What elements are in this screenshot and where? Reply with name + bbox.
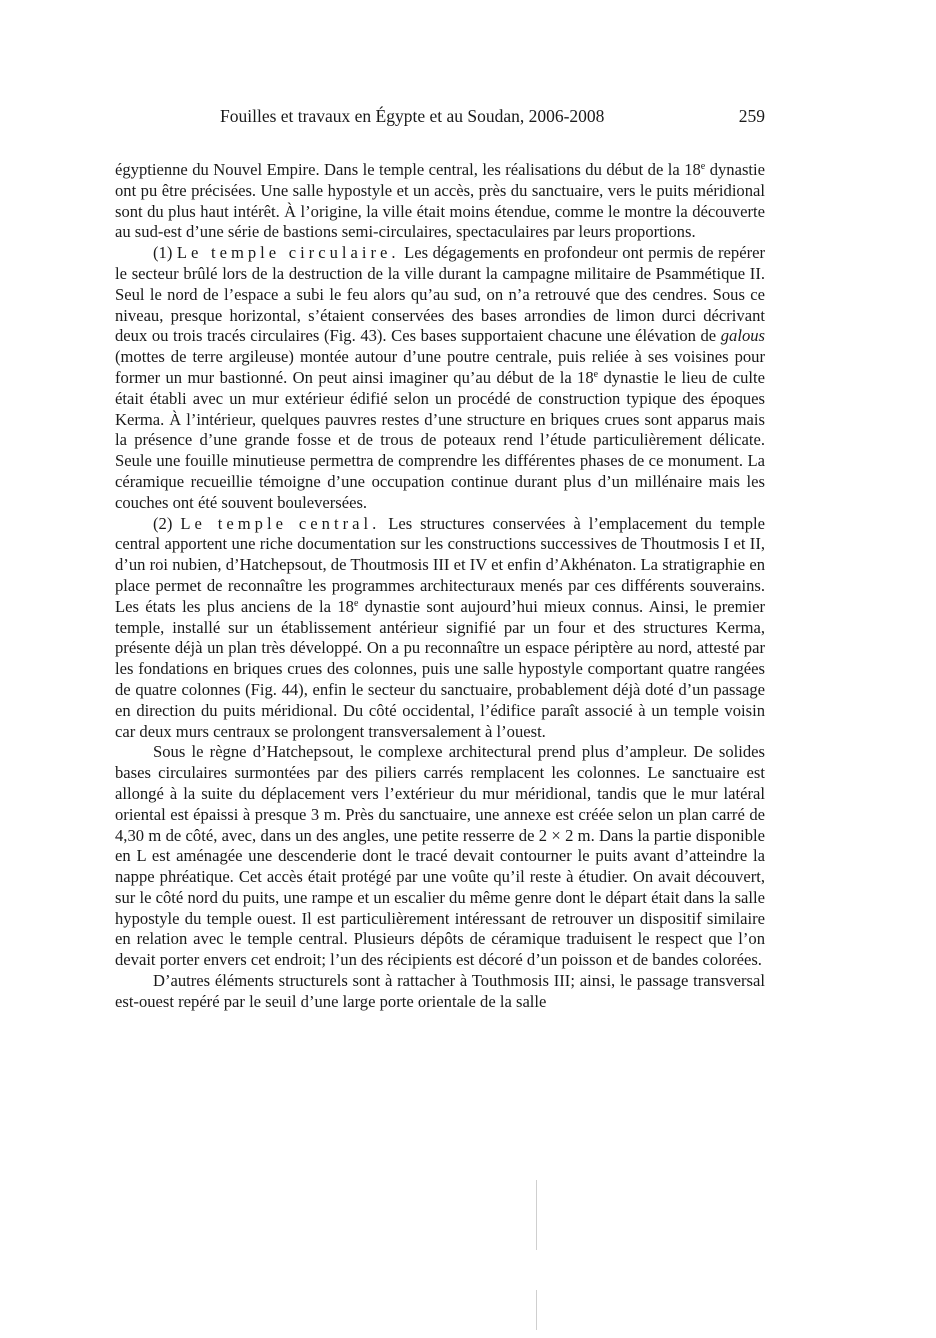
section-number: (1) — [153, 243, 177, 263]
paragraph-1: égyptienne du Nouvel Empire. Dans le temple central, les réalisations du début de la 18e dynastie ont pu être précisées. Une salle hypostyle et un accès, près du sanctuaire, vers le puits méridional sont du plus haut intérêt. À l’origine, la ville était moins étendue, comme le montre la découverte au sud-est d’une série de bastions semi-circulaires, spectaculaires par leurs proportions. — [115, 160, 766, 242]
paragraph-hatchepsout: Sous le règne d’Hatchepsout, le complexe architectural prend plus d’ampleur. De solides bases circulaires surmontées par des piliers carrés remplacent les colonnes. Le sanctuaire est allongé à la suite du déplacement vers l’extérieur du mur méridional, tandis que le mur latéral oriental est épaissi à presque 3 m. Près du sanctuaire, une annexe est créée selon un plan carré de 4,30 m de côté, avec, dans un des angles, une petite resserre de 2 × 2 m. Dans la partie disponible en L est aménagée une descenderie dont le tracé devait contourner le puits avant d’atteindre la nappe phréatique. Cet accès était protégé par une voûte qu’il reste à étudier. On avait découvert, sur le côté nord du puits, une rampe et un escalier du même genre dont le départ était dans la salle hypostyle du temple ouest. Il est particulièrement intéressant de retrouver un dispositif similaire en relation avec le temple central. Plusieurs dépôts de céramique traduisent le respect que l’on devait porter envers cet endroit; l’un des récipients est décoré d’un poisson et de bandes colorées. — [115, 742, 765, 970]
section-title-temple-central: Le temple central. — [180, 513, 381, 533]
section-number: (2) — [153, 513, 181, 533]
body-text — [115, 160, 765, 1013]
section-title-temple-circulaire: Le temple circulaire. — [176, 243, 400, 263]
page-number: 259 — [738, 106, 765, 126]
paragraph-temple-circulaire: (1) Le temple circulaire. Les dégagements en profondeur ont permis de repérer le secteur brûlé lors de la destruction de la ville durant la campagne militaire de Psammétique II. Seul le nord de l’espace a subi le feu alors qu’au sud, on n’a retrouvé que des cendres. Sous ce niveau, presque horizontal, s’étaient conservées des bases arrondies de limon durci décrivant deux ou trois tracés circulaires (Fig. 43). Ces bases supportaient chacune une élévation de galous (mottes de terre argileuse) montée autour d’une poutre centrale, puis reliée à ses voisines pour former un mur bastionné. On peut ainsi imaginer qu’au début de la 18e dynastie le lieu de culte était établi avec un mur extérieur édifié selon un procédé de construction typique des époques Kerma. À l’intérieur, quelques pauvres restes d’une structure en briques crues sont apparus mais la présence d’une grande fosse et de trous de poteaux rend l’étude particulièrement délicate. Seule une fouille minutieuse permettra de comprendre les différentes phases de ce monument. La céramique recueillie témoigne d’une occupation continue durant plus d’un millénaire mais les couches ont été souvent bouleversées. — [115, 243, 766, 512]
scan-artifact-line — [536, 1290, 537, 1330]
running-title: Fouilles et travaux en Égypte et au Soudan, 2006-2008 — [220, 106, 605, 126]
superscript-e: e — [593, 368, 599, 380]
italic-term: galous — [720, 326, 765, 346]
paragraph-touthmosis: D’autres éléments structurels sont à rattacher à Touthmosis III; ainsi, le passage transversal est-ouest repéré par le seuil d’une large porte orientale de la salle — [115, 971, 765, 1011]
superscript-e: e — [700, 161, 706, 172]
superscript-e: e — [353, 597, 359, 609]
paragraph-temple-central: (2) Le temple central. Les structures conservées à l’emplacement du temple central apportent une riche documentation sur les constructions successives de Thoutmosis I et II, d’un roi nubien, d’Hatchepsout, de Thoutmosis III et IV et enfin d’Akhénaton. La stratigraphie en place permet de reconnaître les programmes architecturaux menés par ces différents souverains. Les états les plus anciens de la 18e dynastie sont aujourd’hui mieux connus. Ainsi, le premier temple, installé sur un établissement antérieur signifié par un four et des structures Kerma, présente déjà un plan très développé. On a pu reconnaître un espace périptère au nord, attesté par les fondations en briques crues des colonnes, puis une salle hypostyle comportant quatre rangées de quatre colonnes (Fig. 44), enfin le secteur du sanctuaire, probablement déjà doté d’un passage en direction du puits méridional. Du côté occidental, l’édifice paraît associé à un temple voisin car deux murs centraux se prolongent transversalement à l’ouest. — [115, 513, 765, 741]
page-header — [115, 106, 765, 134]
scan-artifact-line — [536, 1180, 537, 1250]
